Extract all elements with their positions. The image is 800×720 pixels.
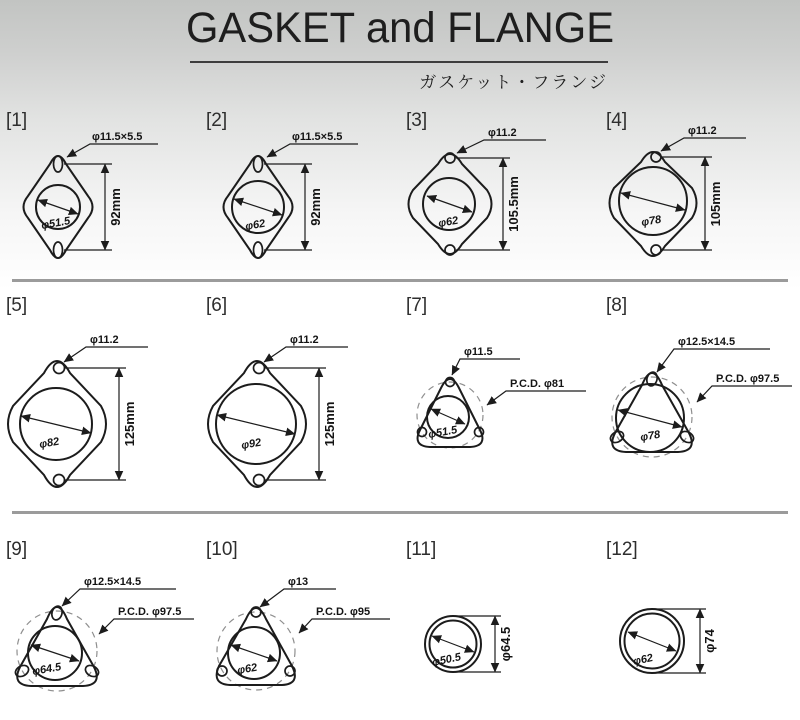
flange-drawing-7 [400, 285, 600, 515]
gasket-drawing-12 [600, 515, 800, 720]
bolt-hole-bottom [651, 245, 661, 255]
item-number: [5] [6, 295, 28, 316]
bore-diameter-callout [618, 410, 682, 444]
outer-diameter-label: φ74 [702, 629, 717, 653]
bore-diameter-callout [431, 636, 474, 669]
bore-diameter-label: φ82 [38, 435, 61, 451]
flange-drawing-5 [0, 285, 200, 515]
pcd-callout [299, 606, 390, 633]
gasket-item-11 [400, 515, 600, 720]
hole-size-callout [264, 334, 348, 362]
pcd-callout [99, 606, 194, 634]
flange-drawing-1 [0, 100, 200, 280]
flange-drawing-4 [600, 100, 800, 280]
bore-diameter-label: φ50.5 [431, 651, 463, 669]
flange-item-8 [600, 285, 800, 515]
bore-diameter-label: φ62 [437, 214, 460, 230]
flange-item-1 [0, 100, 200, 280]
pcd-label: P.C.D. φ97.5 [716, 373, 780, 385]
hole-size-label: φ12.5×14.5 [678, 336, 736, 348]
flange-item-4 [600, 100, 800, 280]
bolt-hole-bottom [54, 242, 63, 258]
hole-size-label: φ13 [288, 576, 309, 588]
flange-drawing-10 [200, 515, 400, 720]
height-dimension-label: 125mm [322, 401, 337, 447]
hole-size-callout [260, 576, 336, 607]
hole-size-label: φ11.5 [464, 346, 493, 358]
flange-drawing-6 [200, 285, 400, 515]
page-title: GASKET and FLANGE [185, 4, 615, 52]
flange-item-2 [200, 100, 400, 280]
flange-drawing-2 [200, 100, 400, 280]
bore-diameter-label: φ64.5 [31, 661, 63, 678]
flange-outline [208, 361, 306, 487]
hole-size-callout [661, 125, 746, 151]
bore-diameter-label: φ51.5 [427, 424, 459, 441]
item-number: [9] [6, 539, 28, 560]
height-dimension [265, 368, 337, 480]
bolt-hole-top [54, 363, 65, 374]
flange-item-6 [200, 285, 400, 515]
pcd-label: P.C.D. φ95 [316, 606, 371, 618]
page-subtitle: ガスケット・フランジ [419, 73, 608, 92]
outer-diameter-label: φ64.5 [498, 626, 513, 662]
bolt-hole-top [254, 156, 263, 172]
bolt-hole-bottom [54, 475, 65, 486]
bolt-hole-right [83, 663, 100, 679]
height-dimension-label: 105mm [708, 181, 723, 227]
bore-diameter-label: φ51.5 [40, 215, 72, 232]
hole-size-label: φ12.5×14.5 [84, 576, 142, 588]
height-dimension-label: 92mm [308, 188, 323, 226]
bore-diameter-callout [38, 200, 78, 232]
height-dimension-label: 125mm [122, 401, 137, 447]
pcd-callout [487, 378, 586, 405]
item-number: [6] [206, 295, 228, 316]
item-number: [1] [6, 110, 28, 131]
bore-diameter-callout [21, 416, 91, 451]
hole-size-label: φ11.2 [90, 334, 119, 346]
height-dimension-label: 92mm [108, 188, 123, 226]
hole-size-callout [64, 334, 148, 362]
item-number: [12] [606, 539, 638, 560]
bore-diameter-label: φ92 [240, 436, 263, 452]
height-dimension-label: 105.5mm [506, 176, 521, 232]
flange-drawing-3 [400, 100, 600, 280]
height-dimension [456, 158, 521, 250]
bore-diameter-label: φ78 [640, 213, 663, 229]
hole-size-callout [657, 336, 770, 372]
pcd-callout [697, 373, 792, 402]
bore-diameter-label: φ62 [236, 661, 259, 677]
flange-item-7 [400, 285, 600, 515]
gasket-item-12 [600, 515, 800, 720]
hole-size-callout [452, 346, 520, 375]
bolt-hole-bottom [254, 242, 263, 258]
pcd-label: P.C.D. φ97.5 [118, 606, 182, 618]
item-number: [3] [406, 110, 428, 131]
item-number: [8] [606, 295, 628, 316]
item-number: [7] [406, 295, 428, 316]
bore-diameter-label: φ62 [244, 217, 267, 233]
bore-diameter-callout [217, 415, 295, 452]
hole-size-callout [67, 131, 158, 157]
title-underline [190, 61, 608, 63]
pcd-label: P.C.D. φ81 [510, 378, 565, 390]
bolt-hole-top [54, 156, 63, 172]
item-number: [2] [206, 110, 228, 131]
bore-diameter-label: φ62 [632, 652, 655, 668]
flange-drawing-9 [0, 515, 200, 720]
flange-drawing-8 [600, 285, 800, 515]
height-dimension [662, 157, 723, 250]
hole-size-label: φ11.5×5.5 [292, 131, 343, 143]
hole-size-callout [457, 127, 546, 153]
item-number: [4] [606, 110, 628, 131]
hole-size-callout [62, 576, 176, 606]
bore-diameter-label: φ78 [639, 428, 662, 444]
bore-diameter-callout [427, 409, 465, 441]
item-number: [10] [206, 539, 238, 560]
item-number: [11] [406, 539, 437, 560]
flange-item-10 [200, 515, 400, 720]
flange-item-5 [0, 285, 200, 515]
hole-size-label: φ11.2 [688, 125, 717, 137]
hole-size-callout [267, 131, 358, 157]
flange-item-3 [400, 100, 600, 280]
hole-size-label: φ11.5×5.5 [92, 131, 143, 143]
gasket-drawing-11 [400, 515, 600, 720]
height-dimension [65, 368, 137, 480]
bolt-hole-bottom [254, 475, 265, 486]
outer-diameter-dimension [453, 616, 513, 672]
bolt-hole-top [254, 363, 265, 374]
hole-size-label: φ11.2 [290, 334, 319, 346]
flange-item-9 [0, 515, 200, 720]
hole-size-label: φ11.2 [488, 127, 517, 139]
bore-diameter-callout [621, 193, 685, 229]
